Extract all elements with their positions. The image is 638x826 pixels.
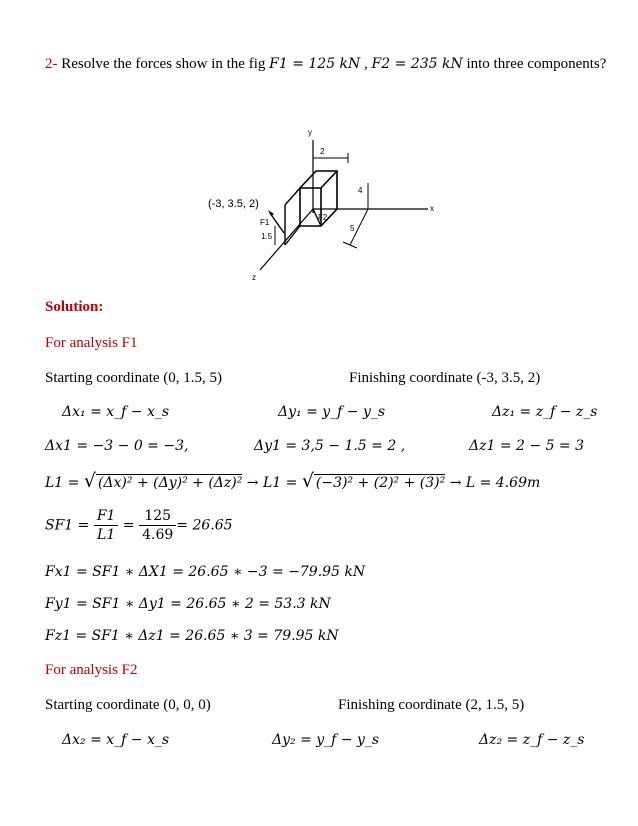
box-edge bbox=[285, 188, 300, 205]
f1-finish-coordinate: Finishing coordinate (-3, 3.5, 2) bbox=[349, 370, 541, 386]
fraction-numerator: 125 bbox=[139, 507, 176, 526]
f1-dx-value: Δx1 = −3 − 0 = −3, bbox=[45, 438, 189, 454]
fraction-denominator: 4.69 bbox=[142, 527, 174, 543]
f1-dz-value: Δz1 = 2 − 5 = 3 bbox=[469, 438, 585, 454]
length-radicand-numeric: (−3)² + (2)² + (3)² bbox=[315, 475, 446, 491]
f1-dz-definition: Δz₁ = z_f − z_s bbox=[492, 404, 598, 420]
solution-title: Solution: bbox=[45, 299, 104, 315]
length-mid: → L1 = bbox=[242, 475, 302, 491]
question-separator: , bbox=[360, 56, 372, 72]
f2-dz-definition: Δz₂ = z_f − z_s bbox=[479, 732, 585, 748]
dimension-label-15: 1.5 bbox=[261, 232, 273, 241]
sqrt-icon: √ bbox=[83, 470, 96, 492]
fraction-numerator: F1 bbox=[94, 507, 119, 526]
f2-dy-definition: Δy₂ = y_f − y_s bbox=[272, 732, 380, 748]
question-tail: into three components? bbox=[462, 56, 607, 72]
box-edge bbox=[285, 226, 300, 245]
f2-heading: For analysis F2 bbox=[45, 662, 138, 678]
length-lhs: L1 = bbox=[45, 475, 84, 491]
f1-start-coordinate: Starting coordinate (0, 1.5, 5) bbox=[45, 370, 223, 386]
f2-finish-coordinate: Finishing coordinate (2, 1.5, 5) bbox=[338, 697, 525, 713]
scale-factor-lhs: SF1 = bbox=[45, 517, 94, 534]
f2-dx-definition: Δx₂ = x_f − x_s bbox=[62, 732, 170, 748]
force-f1-arrow bbox=[270, 213, 284, 233]
f1-heading: For analysis F1 bbox=[45, 335, 138, 351]
question-text: Resolve the forces show in the fig bbox=[57, 56, 270, 72]
question-line bbox=[45, 56, 606, 73]
force-f2-value: F2 = 235 kN bbox=[371, 56, 463, 72]
force-f1-arrowhead bbox=[268, 210, 274, 216]
question-number: 2- bbox=[45, 56, 58, 72]
f1-dy-definition: Δy₁ = y_f − y_s bbox=[278, 404, 386, 420]
length-radicand-symbolic: (Δx)² + (Δy)² + (Δz)² bbox=[97, 475, 243, 491]
f1-dy-value: Δy1 = 3,5 − 1.5 = 2 , bbox=[254, 438, 406, 454]
force-f2-label: F2 bbox=[318, 213, 328, 222]
f1-fx-component: Fx1 = SF1 ∗ ΔX1 = 26.65 ∗ −3 = −79.95 kN bbox=[45, 564, 366, 580]
f1-dx-definition: Δx₁ = x_f − x_s bbox=[62, 404, 170, 420]
f1-fz-component: Fz1 = SF1 ∗ Δz1 = 26.65 ∗ 3 = 79.95 kN bbox=[45, 628, 339, 644]
dimension-label-5: 5 bbox=[350, 224, 355, 233]
fraction-symbolic bbox=[94, 507, 119, 544]
fraction-numeric bbox=[139, 507, 176, 544]
length-result: → L = 4.69m bbox=[445, 475, 541, 491]
scale-factor-result: = 26.65 bbox=[176, 517, 233, 534]
z-axis-label: z bbox=[252, 273, 256, 282]
f1-fy-component: Fy1 = SF1 ∗ Δy1 = 26.65 ∗ 2 = 53.3 kN bbox=[45, 596, 331, 612]
fraction-denominator: L1 bbox=[97, 527, 116, 543]
force-figure bbox=[200, 125, 460, 290]
point-label: (-3, 3.5, 2) bbox=[208, 198, 259, 210]
x-axis-label: x bbox=[430, 204, 434, 213]
dimension-tick bbox=[343, 242, 357, 248]
y-axis-label: y bbox=[308, 128, 312, 137]
box-edge bbox=[321, 171, 337, 188]
dimension-label-2: 2 bbox=[320, 147, 325, 156]
f2-start-coordinate: Starting coordinate (0, 0, 0) bbox=[45, 697, 211, 713]
force-f1-value: F1 = 125 kN bbox=[269, 56, 361, 72]
f1-scale-factor-equation: SF1 = $\frac{F1}{L1}$ = $\frac{125}{4.69}$ = 26.65 bbox=[45, 508, 233, 543]
force-f1-label: F1 bbox=[260, 218, 270, 227]
dimension-label-4: 4 bbox=[358, 186, 363, 195]
f1-length-equation bbox=[45, 470, 541, 492]
sqrt-icon: √ bbox=[301, 470, 314, 492]
